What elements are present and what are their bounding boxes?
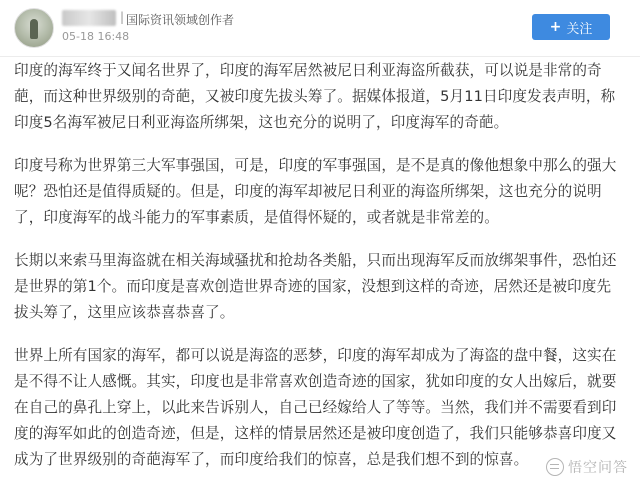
- text-line: 度的海军如此的创造奇迹，但是，这样的情景居然还是被印度创造了，我们只能够恭喜印度又: [14, 425, 617, 442]
- watermark: [544, 457, 630, 477]
- follow-label: 关注: [566, 21, 593, 37]
- paragraph: [14, 248, 626, 326]
- author-title: 国际资讯领域创作者: [126, 13, 235, 27]
- text-line: 长期以来索马里海盗就在相关海域骚扰和抢劫各类船，只而出现海军反而放绑架事件，恐怕还: [14, 252, 617, 269]
- text-line: 印度号称为世界第三大军事强国，可是，印度的军事强国，是不是真的像他想象中那么的强大: [14, 157, 617, 174]
- text-line: 世界上所有国家的海军，都可以说是海盗的恶梦，印度的海军却成为了海盗的盘中餐，这实在: [14, 347, 617, 364]
- avatar-figure: [30, 19, 38, 39]
- text-line: 印度的海军终于又闻名世界了，印度的海军居然被尼日利亚海盗所截获，可以说是非常的奇: [14, 62, 602, 79]
- paragraph: [14, 343, 626, 473]
- avatar[interactable]: [14, 8, 54, 48]
- plus-icon: +: [549, 19, 562, 35]
- wukong-logo-icon: [546, 458, 564, 476]
- paragraph: [14, 153, 626, 231]
- follow-button[interactable]: [532, 14, 610, 40]
- post-time: 05-18 16:48: [62, 30, 130, 43]
- text-line: 拔头筹了，这里应该恭喜恭喜了。: [14, 304, 235, 321]
- text-line: 是世界的第1个。而印度是喜欢创造世界奇迹的国家，没想到这样的奇迹，居然还是被印度先: [14, 278, 612, 295]
- text-line: 呢？恐怕还是值得质疑的。但是，印度的海军却被尼日利亚的海盗所绑架，这也充分的说明: [14, 183, 602, 200]
- article-body: [14, 58, 626, 490]
- header-divider: [0, 56, 640, 57]
- separator: |: [120, 10, 125, 24]
- text-line: 在自己的鼻孔上穿上，以此来告诉别人，自己已经嫁给人了等等。当然，我们并不需要看到印: [14, 399, 617, 416]
- text-line: 成为了世界级别的奇葩海军了，而印度给我们的惊喜，总是我们想不到的惊喜。: [14, 451, 529, 468]
- text-line: 是不得不让人感慨。其实，印度也是非常喜欢创造奇迹的国家，犹如印度的女人出嫁后，就要: [14, 373, 617, 390]
- paragraph: [14, 58, 626, 136]
- text-line: 了，印度海军的战斗能力的军事素质，是值得怀疑的，或者就是非常差的。: [14, 209, 499, 226]
- watermark-text: 悟空问答: [568, 460, 628, 476]
- text-line: 葩，而这种世界级别的奇葩，又被印度先拔头筹了。据媒体报道，5月11日印度发表声明，称: [14, 88, 616, 105]
- username-blurred[interactable]: [62, 10, 116, 26]
- post-header: [0, 0, 640, 52]
- text-line: 印度5名海军被尼日利亚海盗所绑架，这也充分的说明了，印度海军的奇葩。: [14, 114, 509, 131]
